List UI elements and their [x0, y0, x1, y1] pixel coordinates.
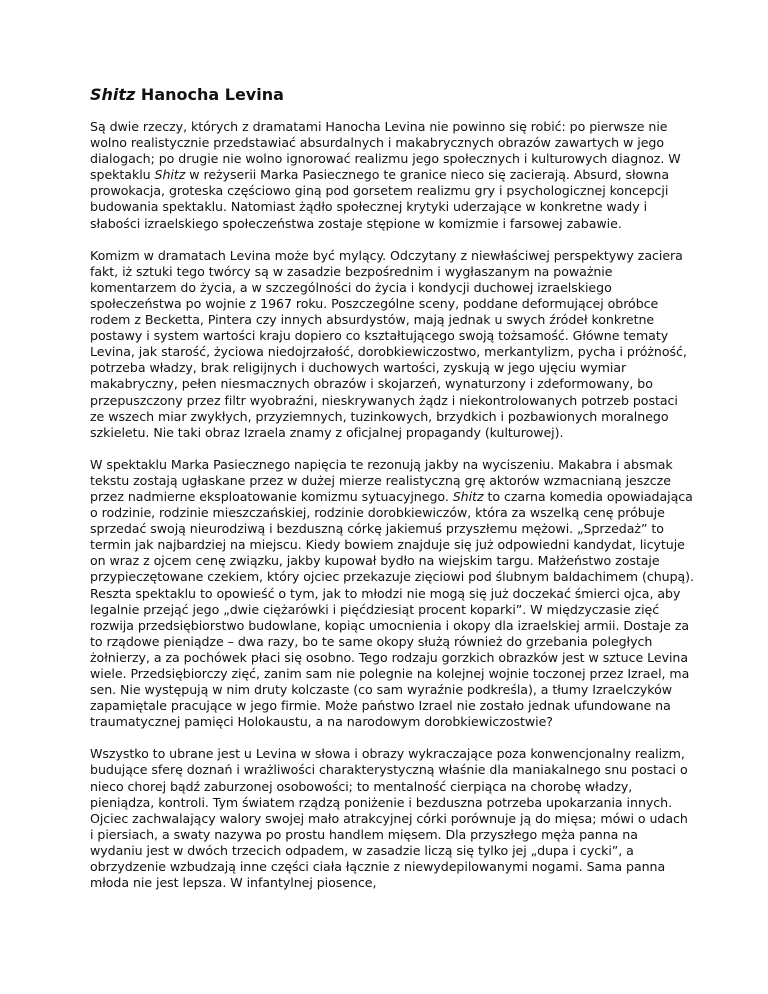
- paragraph-text: Komizm w dramatach Levina może być mylący. Odczytany z niewłaściwej perspektywy zaciera fakt, iż sztuki tego twórcy są w zasadzie bezpośrednim i wygłaszanym na poważnie komentarzem do życia, a w szczególności do życia i kondycji duchowej izraelskiego społeczeństwa po wojnie z 1967 roku. Poszczególne sceny, poddane deformującej obróbce rodem z Becketta, Pintera czy innych absurdystów, mają jednak u swych źródeł konkretne postawy i system wartości kraju dopiero co kształtującego swoją tożsamość. Główne tematy Levina, jak starość, życiowa niedojrzałość, dorobkiewiczostwo, merkantylizm, pycha i próżność, potrzeba władzy, brak religijnych i duchowych wartości, zyskują w jego ujęciu wymiar makabryczny, pełen niesmacznych obrazów i skojarzeń, wynaturzony i zdeformowany, bo przepuszczony przez filtr wyobraźni, nieskrywanych żądz i niekontrolowanych potrzeb postaci ze wszech miar zwykłych, przyziemnych, tuzinkowych, brzydkich i pozbawionych moralnego szkieletu. Nie taki obraz Izraela znamy z oficjalnej propagandy (kulturowej).: [90, 247, 687, 440]
- italic-title-ref: Shitz: [452, 488, 484, 504]
- paragraph-text: to czarna komedia opowiadająca o rodzinie, rodzinie mieszczańskiej, rodzinie dorobkiewiczów, która za wszelką cenę próbuje sprzedać swoją nieurodziwą i bezduszną córkę jakiemuś przyszłemu mężowi. „Sprzedaż” to termin jak najbardziej na miejscu. Kiedy bowiem znajduje się już odpowiedni kandydat, licytuje on wraz z ojcem cenę związku, jakby kupował bydło na wiejskim targu. Małżeństwo zostaje przypieczętowane czekiem, który ojciec przekazuje zięciowi pod ślubnym baldachimem (chupą). Reszta spektaklu to opowieść o tym, jak to młodzi nie mogą się już doczekać śmierci ojca, aby legalnie przejąć jego „dwie ciężarówki i pięćdziesiąt procent koparki”. W międzyczasie zięć rozwija przedsiębiorstwo budowlane, kopiąc umocnienia i okopy dla izraelskiej armii. Dostaje za to rządowe pieniądze – dwa razy, bo te same okopy służą również do grzebania poległych żołnierzy, a za pochówek płaci się osobno. Tego rodzaju gorzkich obrazków jest w sztuce Levina wiele. Przedsiębiorczy zięć, zanim sam nie polegnie na kolejnej wojnie toczonej przez Izrael, ma sen. Nie występują w nim druty kolczaste (co sam wyraźnie podkreśla), a tłumy Izraelczyków zapamiętale pracujące w jego firmie. Może państwo Izrael nie zostało jednak ufundowane na traumatycznej pamięci Holokaustu, a na narodowym dorobkiewiczostwie?: [90, 488, 695, 730]
- paragraph: [90, 746, 694, 891]
- paragraph: [90, 248, 694, 441]
- paragraph-text: W spektaklu Marka Pasiecznego napięcia te rezonują jakby na wyciszeniu. Makabra i absmak tekstu zostają ugłaskane przez w dużej mierze realistyczną grę aktorów wzmacnianą jeszcze przez nadmierne eksploatowanie komizmu sytuacyjnego.: [90, 456, 673, 504]
- document-body: [90, 119, 694, 891]
- paragraph: [90, 457, 694, 731]
- title-italic: Shitz: [90, 85, 136, 104]
- document-title: [90, 84, 694, 106]
- paragraph-text: Są dwie rzeczy, których z dramatami Hanocha Levina nie powinno się robić: po pierwsze nie wolno realistycznie przedstawiać absurdalnych i makabrycznych obrazów zawartych w jego dialogach; po drugie nie wolno ignorować realizmu jego społecznych i kulturowych diagnoz. W spektaklu: [90, 119, 681, 183]
- italic-title-ref: Shitz: [154, 167, 186, 183]
- document-page: [90, 84, 694, 907]
- paragraph: [90, 119, 694, 232]
- paragraph-text: Wszystko to ubrane jest u Levina w słowa i obrazy wykraczające poza konwencjonalny realizm, budujące sferę doznań i wrażliwości charakterystyczną właśnie dla maniakalnego snu postaci o nieco chorej bądź zaburzonej osobowości; to mentalność cierpiąca na chorobę władzy, pieniądza, kontroli. Tym światem rządzą poniżenie i bezduszna potrzeba upokarzania innych. Ojciec zachwalający walory swojej mało atrakcyjnej córki porównuje ją do mięsa; mówi o udach i piersiach, a swaty nazywa po prostu handlem mięsem. Dla przyszłego męża panna na wydaniu jest w dwóch trzecich odpadem, w zasadzie liczą się tylko jej „dupa i cycki”, a obrzydzenie wzbudzają inne części ciała łącznie z niewydepilowanymi nogami. Sama panna młoda nie jest lepsza. W infantylnej piosence,: [90, 746, 688, 891]
- title-rest: Hanocha Levina: [135, 85, 284, 104]
- paragraph-text: w reżyserii Marka Pasiecznego te granice nieco się zacierają. Absurd, słowna prowokacja, groteska częściowo giną pod gorsetem realizmu gry i psychologicznej koncepcji budowania spektaklu. Natomiast żądło społecznej krytyki uderzające w konkretne wady i słabości izraelskiego społeczeństwa zostaje stępione w komizmie i farsowej zabawie.: [90, 167, 670, 231]
